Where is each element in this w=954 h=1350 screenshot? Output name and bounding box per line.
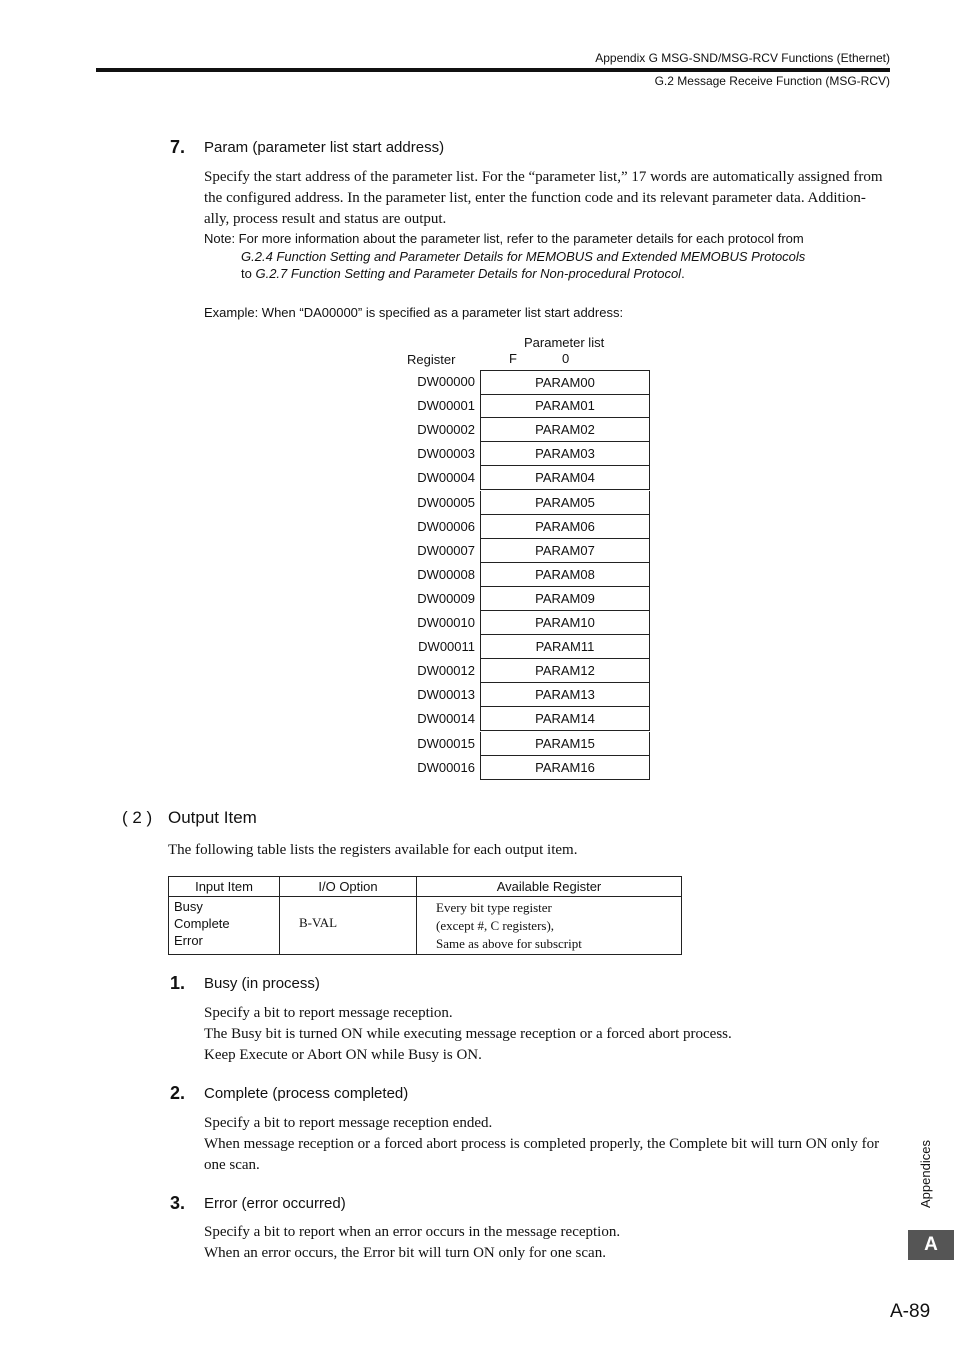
cross-reference-link[interactable]: G.2.4 Function Setting and Parameter Details for MEMOBUS and Extended MEMOBUS Protocols — [241, 248, 806, 264]
register-address: DW00008 — [417, 567, 475, 582]
item-body — [204, 167, 883, 230]
item-title: Error (error occurred) — [204, 1195, 346, 1212]
item-number: 1. — [170, 973, 186, 993]
body-line: Specify the start address of the parameter list. For the “parameter list,” 17 words are automatically assigned from — [204, 169, 883, 185]
items-cell — [169, 897, 280, 955]
option-cell: B-VAL — [280, 897, 417, 955]
item-name: Error — [174, 933, 203, 948]
register-address: DW00016 — [417, 760, 475, 775]
bit-high-label: F — [509, 351, 517, 366]
parameter-cell: PARAM04 — [480, 466, 650, 490]
register-text: Every bit type register — [436, 900, 552, 915]
register-label: Register — [407, 352, 456, 367]
parameter-cell: PARAM10 — [480, 611, 650, 635]
parameter-cell: PARAM11 — [480, 635, 650, 659]
parameter-cell: PARAM16 — [480, 756, 650, 780]
section-intro: The following table lists the registers available for each output item. — [168, 842, 578, 858]
item-body — [204, 1003, 732, 1066]
item-body — [204, 1113, 879, 1176]
note-line — [204, 265, 805, 283]
body-line: Specify a bit to report message reception. — [204, 1005, 453, 1021]
register-address: DW00012 — [417, 663, 475, 678]
item-number: 7. — [170, 137, 186, 157]
column-header: Input Item — [169, 877, 280, 897]
register-cell — [417, 897, 682, 955]
header-rule — [96, 68, 890, 72]
item-number: 3. — [170, 1193, 186, 1213]
example-caption: Example: When “DA00000” is specified as a parameter list start address: — [204, 305, 624, 320]
register-address: DW00000 — [417, 374, 475, 389]
body-line: ally, process result and status are output. — [204, 211, 447, 227]
body-line: The Busy bit is turned ON while executing message reception or a forced abort process. — [204, 1026, 732, 1042]
parameter-cell: PARAM08 — [480, 563, 650, 587]
parameter-cell: PARAM03 — [480, 442, 650, 466]
note-text: . — [681, 266, 685, 281]
register-address: DW00014 — [417, 711, 475, 726]
register-address: DW00010 — [417, 615, 475, 630]
note-line — [204, 248, 805, 266]
running-header-chapter: Appendix G MSG-SND/MSG-RCV Functions (Ethernet) — [595, 51, 890, 65]
section-title: Output Item — [168, 808, 257, 827]
body-line: When an error occurs, the Error bit will turn ON only for one scan. — [204, 1245, 606, 1261]
column-header: I/O Option — [280, 877, 417, 897]
item-title: Param (parameter list start address) — [204, 139, 445, 156]
parameter-cell: PARAM06 — [480, 515, 650, 539]
register-address: DW00002 — [417, 422, 475, 437]
item-name: Complete — [174, 916, 230, 931]
body-line: one scan. — [204, 1157, 260, 1173]
section-number: ( 2 ) — [122, 808, 153, 827]
register-address: DW00011 — [418, 639, 475, 654]
column-header: Available Register — [417, 877, 682, 897]
parameter-cell: PARAM01 — [480, 394, 650, 418]
register-text: Same as above for subscript — [436, 936, 582, 951]
body-line: Keep Execute or Abort ON while Busy is ON. — [204, 1047, 482, 1063]
parameter-list-label: Parameter list — [524, 335, 605, 350]
parameter-cell: PARAM02 — [480, 418, 650, 442]
parameter-cell: PARAM07 — [480, 539, 650, 563]
body-line: the configured address. In the parameter list, enter the function code and its relevant parameter data. Addition- — [204, 190, 866, 206]
item-title: Busy (in process) — [204, 975, 320, 992]
body-line: When message reception or a forced abort process is completed properly, the Complete bit will turn ON only for — [204, 1136, 880, 1152]
register-address: DW00001 — [417, 398, 475, 413]
item-name: Busy — [174, 899, 203, 914]
register-address: DW00003 — [417, 446, 475, 461]
body-line: Specify a bit to report message reception ended. — [204, 1115, 493, 1131]
running-header-section: G.2 Message Receive Function (MSG-RCV) — [654, 74, 890, 88]
register-address: DW00007 — [417, 543, 475, 558]
item-number: 2. — [170, 1083, 186, 1103]
note-text: to — [241, 266, 256, 281]
register-address: DW00006 — [417, 519, 475, 534]
bit-low-label: 0 — [562, 351, 570, 366]
side-section-label: Appendices — [918, 1140, 933, 1208]
register-address: DW00005 — [417, 495, 475, 510]
cross-reference-link[interactable]: G.2.7 Function Setting and Parameter Details for Non-procedural Protocol — [255, 266, 682, 281]
page-number: A-89 — [890, 1301, 931, 1322]
register-address: DW00015 — [417, 736, 475, 751]
appendix-tab[interactable]: A — [908, 1230, 954, 1260]
parameter-cell: PARAM14 — [480, 707, 650, 731]
register-address: DW00004 — [417, 470, 475, 485]
parameter-cell: PARAM05 — [480, 491, 650, 515]
parameter-cell: PARAM00 — [480, 370, 650, 395]
item-body — [204, 1222, 620, 1264]
item-title: Complete (process completed) — [204, 1085, 409, 1102]
parameter-cell: PARAM12 — [480, 659, 650, 683]
body-line: Specify a bit to report when an error occurs in the message reception. — [204, 1224, 621, 1240]
output-item-table — [168, 876, 682, 955]
table-header-row — [169, 877, 682, 897]
parameter-cell: PARAM13 — [480, 683, 650, 707]
note-line: Note: For more information about the parameter list, refer to the parameter details for each protocol from — [204, 231, 804, 246]
register-text: (except #, C registers), — [436, 918, 555, 933]
parameter-cell: PARAM09 — [480, 587, 650, 611]
register-address: DW00009 — [417, 591, 475, 606]
register-address: DW00013 — [417, 687, 475, 702]
table-row — [169, 897, 682, 955]
parameter-cell: PARAM15 — [480, 732, 650, 756]
note — [204, 230, 805, 283]
